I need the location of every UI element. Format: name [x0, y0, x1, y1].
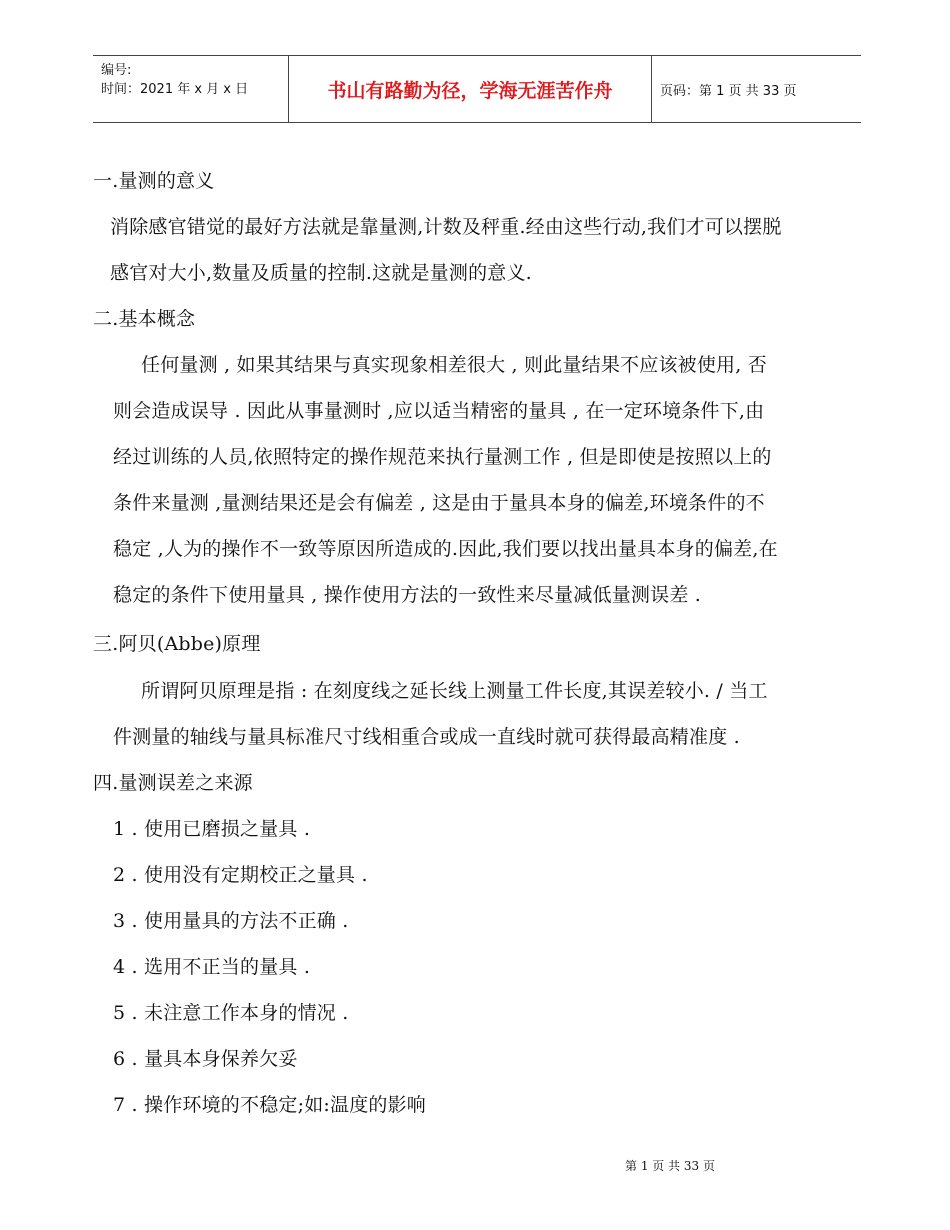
section-1-line-2: 感官对大小,数量及质量的控制.这就是量测的意义. — [110, 262, 532, 284]
list-item: 5 . 未注意工作本身的情况 . — [113, 1002, 349, 1024]
time-label: 时间：2021 年 x 月 x 日 — [101, 82, 249, 97]
section-3-title: 三.阿贝(Abbe)原理 — [93, 633, 261, 655]
section-1-title: 一.量测的意义 — [93, 170, 215, 192]
number-label: 编号: — [101, 63, 132, 78]
section-3-line-1: 所谓阿贝原理是指 : 在刻度线之延长线上测量工件长度,其误差较小. / 当工 — [141, 680, 768, 702]
list-item: 7 . 操作环境的不稳定;如:温度的影响 — [113, 1094, 427, 1116]
page-footer: 第 1 页 共 33 页 — [625, 1159, 715, 1173]
header-motto: 书山有路勤为径，学海无涯苦作舟 — [289, 56, 652, 122]
section-2-line-4: 条件来量测 ,量测结果还是会有偏差 , 这是由于量具本身的偏差,环境条件的不 — [113, 492, 765, 514]
section-3-line-2: 件测量的轴线与量具标准尺寸线相重合或成一直线时就可获得最高精准度 . — [113, 726, 740, 748]
header-page-code: 页码：第 1 页 共 33 页 — [660, 83, 797, 99]
section-2-title: 二.基本概念 — [93, 308, 196, 330]
list-item: 3 . 使用量具的方法不正确 . — [113, 910, 349, 932]
section-2-line-3: 经过训练的人员,依照特定的操作规范来执行量测工作 , 但是即使是按照以上的 — [113, 446, 772, 468]
list-item: 2 . 使用没有定期校正之量具 . — [113, 864, 368, 886]
section-2-line-5: 稳定 ,人为的操作不一致等原因所造成的.因此,我们要以找出量具本身的偏差,在 — [113, 538, 778, 560]
section-2-line-2: 则会造成误导 . 因此从事量测时 ,应以适当精密的量具 , 在一定环境条件下,由 — [113, 400, 765, 422]
list-item: 4 . 选用不正当的量具 . — [113, 956, 311, 978]
header-meta — [93, 56, 289, 122]
list-item: 6 . 量具本身保养欠妥 — [113, 1048, 298, 1070]
document-header — [93, 55, 861, 123]
section-2-line-6: 稳定的条件下使用量具 , 操作使用方法的一致性来尽量减低量测误差 . — [113, 584, 701, 606]
section-1-line-1: 消除感官错觉的最好方法就是靠量测,计数及秤重.经由这些行动,我们才可以摆脱 — [110, 216, 782, 238]
section-4-title: 四.量测误差之来源 — [93, 772, 253, 794]
section-2-line-1: 任何量测 , 如果其结果与真实现象相差很大 , 则此量结果不应该被使用, 否 — [141, 354, 767, 376]
list-item: 1 . 使用已磨损之量具 . — [113, 818, 311, 840]
